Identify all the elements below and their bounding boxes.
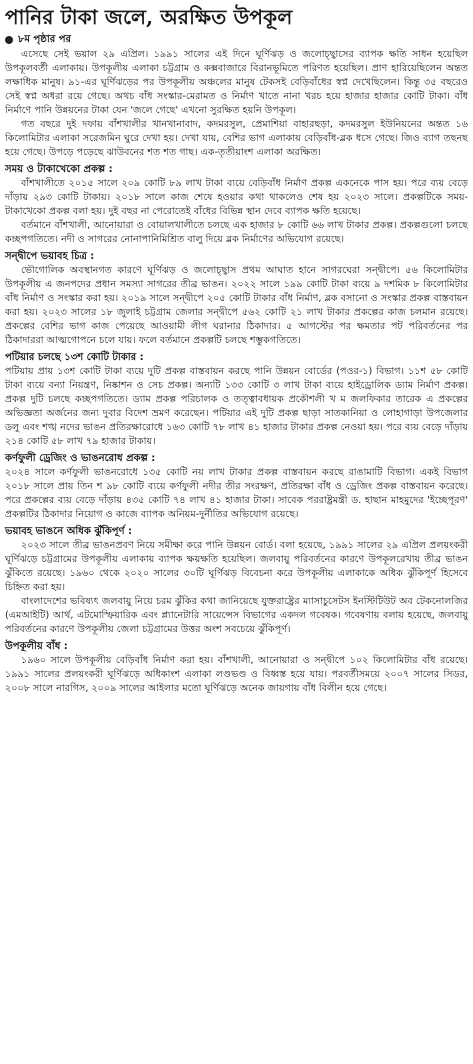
- intro-paragraph: গত বছরে দুই দফায় বাঁশখালীর খানখানাবাদ, কদমরসুল, প্রেমাশিয়া বাহারছড়া, কদমরসুল ইউনিয়নের অন্তত ১৬ কিলোমিটার এলাকা সরেজমিন ঘুরে দেখা হয়। দেখা যায়, বেশির ভাগ এলাকায় বেড়িবাঁধ-ব্লক ধসে গেছে। জিও ব্যাগ তছনছ হয়ে গেছে। উপড়ে পড়েছে ঝাউবনের শত শত গাছ। এক-তৃতীয়াংশ এলাকা অরক্ষিত।: [5, 119, 468, 158]
- section-heading: পটিয়ার চলছে ১৩শ কোটি টাকার :: [5, 352, 144, 363]
- section-paragraph: বাঁশখালীতে ২০১৫ সালে ২০৯ কোটি ৮৯ লাখ টাকা ব্যয়ে বেড়িবাঁধ নির্মাণ প্রকল্প একনেকে পাস হয়। পরে ব্যয় বেড়ে দাঁড়ায় ২৯৩ কোটি টাকায়। ২০১৮ সালে কাজ শেষে হওয়ার কথা থাকলেও শেষ হয় ২০২৩ সালে। প্রকল্পটিকে সময়-টাকাখেকো প্রকল্প বলা হয়। দুই বছর না পেরোতেই বাঁধের বিভিন্ন স্থান দেবে ব্যাপক ক্ষতি হয়েছে।: [5, 178, 468, 217]
- headline: পানির টাকা জলে, অরক্ষিত উপকূল: [5, 5, 293, 29]
- section-heading: ভয়াবহ ভাঙনে অধিক ঝুঁকিপূর্ণ :: [5, 526, 133, 537]
- continued-label: ৮ম পৃষ্ঠার পর: [18, 34, 71, 45]
- section-heading: উপকূলীয় বাঁধ :: [5, 641, 68, 652]
- bullet-icon: [5, 36, 13, 44]
- section-paragraph: ২০২৩ সালে তীব্র ভাঙনপ্রবণ নিয়ে সমীক্ষা করে পানি উন্নয়ন বোর্ড। বলা হয়েছে, ১৯৯১ সালের ২৯ এপ্রিল প্রলয়ংকরী ঘূর্ণিঝড়ে চট্টগ্রামের উপকূলীয় এলাকায় ব্যাপক ক্ষয়ক্ষতি হয়েছিল। জলবায়ু পরিবর্তনের কারণে উপকূলরেখায় তীব্র ভাঙন ঝুঁকিতে রয়েছে। ১৯৬০ থেকে ২০২০ সালের ৩০টি ঘূর্ণিঝড় বিবেচনা করে উপকূলীয় এলাকাকে অধিক ঝুঁকিপূর্ণ হিসেবে চিহ্নিত করা হয়।: [5, 540, 468, 593]
- section-paragraph: ২০২৪ সালে কর্ণফুলী ভাঙনরোধে ১৩৫ কোটি নয় লাখ টাকার প্রকল্প বাস্তবায়ন করছে রাঙামাটি বিভাগ। একই বিভাগ ২০১৮ সালে প্রায় তিন শ ৯৮ কোটি ব্যয়ে কর্ণফুলী নদীর তীর সংরক্ষণ, প্রতিরক্ষা বাঁধ ও ড্রেজিং প্রকল্প বাস্তবায়ন করেছে। পরে প্রকল্পের ব্যয় বেড়ে দাঁড়ায় ৪৩৫ কোটি ৭৪ লাখ ৪১ হাজার টাকা। সাবেক পররাষ্ট্রমন্ত্রী ড. হাছান মাহমুদের 'ইচ্ছেপূরণ' প্রকল্পটির ঠিকাদার নিয়োগ ও কাজে ব্যাপক অনিয়ম-দুর্নীতির অভিযোগ রয়েছে।: [5, 467, 468, 520]
- section-paragraph: ১৯৬০ সালে উপকূলীয় বেড়িবাঁধ নির্মাণ করা হয়। বাঁশখালী, আনোয়ারা ও সন্দ্বীপে ১০২ কিলোমিটার বাঁধ রয়েছে। ১৯৯১ সালের প্রলয়ংকরী ঘূর্ণিঝড়ে অধিকাংশ এলাকা লণ্ডভণ্ড ও বিধ্বস্ত হয়ে যায়। পরবর্তীসময়ে ২০০৭ সালের সিডর, ২০০৮ সালে নারগিস, ২০০৯ সালের আইলার মতো ঘূর্ণিঝড়ে অনেক জায়গায় বাঁধ বিলীন হয়ে গেছে।: [5, 655, 468, 694]
- intro-paragraph: এসেছে সেই ভয়াল ২৯ এপ্রিল। ১৯৯১ সালের এই দিনে ঘূর্ণিঝড় ও জলোচ্ছ্বাসের ব্যাপক ক্ষতি সাধন হয়েছিল উপকূলবর্তী এলাকায়। উপকূলীয় এলাকা চট্টগ্রাম ও কক্সবাজারে বিরানভূমিতে পরিণত হয়েছিল। প্রাণ হারিয়েছিলেন অন্তত লক্ষাধিক মানুষ। ৯১-এর ঘূর্ণিঝড়ের পর উপকূলীয় অঞ্চলের মানুষ টেকসই বেড়িবাঁধের স্বপ্ন দেখেছিলেন। কিন্তু ৩৫ বছরেও সেই স্বপ্ন অধরা রয়ে গেছে। অথচ বাঁধ সংস্কার-মেরামত ও নির্মাণ খাতে নানা খরচ হয়ে হাজার হাজার কোটি টাকা। বাঁধ নির্মাণে পানি উন্নয়নের টাকা যেন 'জলে গেছে' এখনো সুরক্ষিত হয়নি উপকূল।: [5, 49, 468, 116]
- section-heading: সময় ও টাকাখেকো প্রকল্প :: [5, 164, 113, 175]
- continued-from: [5, 33, 468, 47]
- section-paragraph: বাংলাদেশের ভবিষ্যৎ জলবায়ু নিয়ে চরম ঝুঁকির কথা জানিয়েছে যুক্তরাষ্ট্রের ম্যাসাচুসেটস ইনস্টিটিউট অব টেকনোলজির (এমআইটি) আর্থ, এটমোস্ফিয়ারিক এবং প্ল্যানেটারি সায়েন্সেস বিভাগের একদল গবেষক। গবেষণায় বলায় হয়েছে, জলবায়ু পরিবর্তনের কারণে উপকূলীয় জেলা চট্টগ্রামের উত্তর অংশ সবচেয়ে ঝুঁকিপূর্ণ।: [5, 596, 468, 635]
- section-paragraph: পটিয়ায় প্রায় ১৩শ কোটি টাকা ব্যয়ে দুটি প্রকল্প বাস্তবায়ন করছে পানি উন্নয়ন বোর্ডের (পওর-১) বিভাগ। ১১শ ৫৮ কোটি টাকা ব্যয়ে বন্যা নিয়ন্ত্রণ, নিষ্কাশন ও সেচ প্রকল্প। অন্যটি ১৩৩ কোটি ৩ লাখ টাকা ব্যয়ে হাইড্রোলিক ড্যাম নির্মাণ প্রকল্প। প্রকল্প দুটি চলছে কচ্ছপগতিতে। ড্যাম প্রকল্প পরিচালক ও তত্ত্বাবধায়ক প্রকৌশলী খ ম জলফিকার তারেক এ প্রকল্পের অভিজ্ঞতা অর্জনের জন্য দুবার বিদেশ ভ্রমণ করেছেন। পটিয়ার এই দুটি প্রকল্প ছাড়া সাতকানিয়া ও লোহাগাড়া উপজেলার ডলু এবং শঙ্খ নদের ভাঙন প্রতিরক্ষারোধে ১৬৩ কোটি ৭৮ লাখ ৪১ হাজার টাকার প্রকল্প নেওয়া হয়। পরে ব্যয় বেড়ে দাঁড়ায় ২১৪ কোটি ৫৮ লাখ ৭৯ হাজার টাকায়।: [5, 366, 468, 447]
- section-heading: সন্দ্বীপে ভয়াবহ চিত্র :: [5, 251, 95, 262]
- section-paragraph: বর্তমানে বাঁশখালী, আনোয়ারা ও বোয়ালখালীতে চলছে এক হাজার ৮ কোটি ৬৬ লাখ টাকার প্রকল্প। প্রকল্পগুলো চলছে কচ্ছপগতিতে। নদী ও সাগরের নোনাপানিমিশ্রিত বালু দিয়ে ব্লক নির্মাণের অভিযোগ রয়েছে।: [5, 220, 468, 245]
- section-paragraph: ভৌগোলিক অবস্থানগত কারণে ঘূর্ণিঝড় ও জলোচ্ছ্বাস প্রথম আঘাত হানে সাগরঘেরা সন্দ্বীপে। ৫৬ কিলোমিটার উপকূলীয় এ জনপদের প্রধান সমস্যা সাগরের তীব্র ভাঙন। ২০২২ সালে ১৯৯ কোটি টাকা ব্যয়ে ৯ দশমিক ৮ কিলোমিটার বাঁধ নির্মাণ ও সংস্কার করা হয়। ২০১৯ সালে সন্দ্বীপে ২০৫ কোটি টাকার বাঁধ নির্মাণ, ব্লক বসানো ও সংস্কার প্রকল্প বাস্তবায়ন করা হয়। ২০২৩ সালের ১৮ জুলাই চট্টগ্রাম জেলার সন্দ্বীপে ৫৬২ কোটি ২১ লাখ টাকার প্রকল্পের কাজ চলমান রয়েছে। প্রকল্পের বেশির ভাগ কাজ পেয়েছে আওয়ামী লীগ ঘরানার ঠিকাদার। ৫ আগস্টের পর ক্ষমতার পট পরিবর্তনের পর ঠিকাদাররা আত্মগোপনে চলে যায়। ফলে বর্তমানে প্রকল্পটি চলছে শম্ভুকগতিতে।: [5, 265, 468, 346]
- section-heading: কর্ণফুলী ড্রেজিং ও ভাঙনরোধ প্রকল্প :: [5, 453, 156, 464]
